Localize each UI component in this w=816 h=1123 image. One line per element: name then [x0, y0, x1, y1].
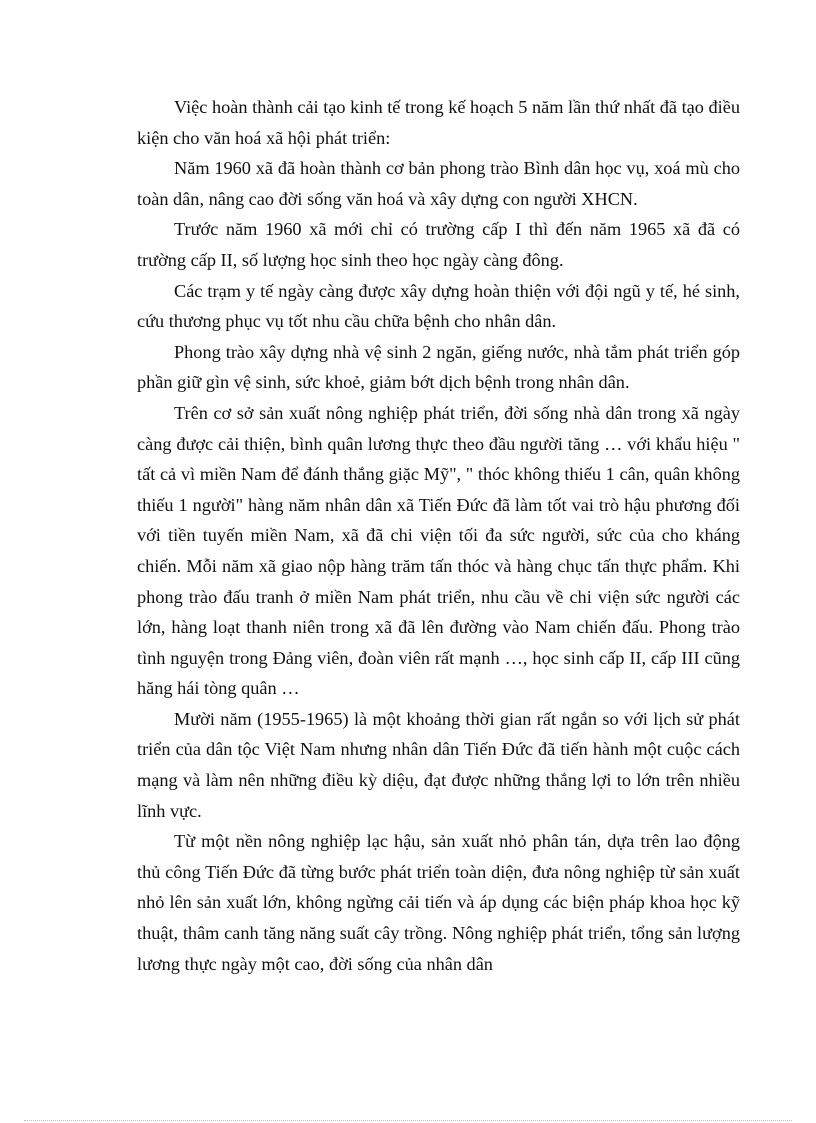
paragraph: Các trạm y tế ngày càng được xây dựng hoàn thiện với đội ngũ y tế, hé sinh, cứu thương phục vụ tốt nhu cầu chữa bệnh cho nhân dân.	[137, 280, 740, 332]
paragraph: Việc hoàn thành cải tạo kinh tế trong kế hoạch 5 năm lần thứ nhất đã tạo điều kiện cho văn hoá xã hội phát triển:	[137, 97, 740, 148]
page-bottom-divider	[24, 1120, 792, 1121]
paragraph: Trên cơ sở sản xuất nông nghiệp phát triển, đời sống nhà dân trong xã ngày càng được cải thiện, bình quân lương thực theo đầu người tăng … với khẩu hiệu " tất cả vì miền Nam để đánh thắng giặc Mỹ", " thóc không thiếu 1 cân, quân không thiếu 1 người" hàng năm nhân dân xã Tiến Đức đã làm tốt vai trò hậu phương đối với tiền tuyến miền Nam, xã đã chi viện tối đa sức người, sức của cho kháng chiến. Mỗi năm xã giao nộp hàng trăm tấn thóc và hàng chục tấn thực phẩm. Khi phong trào đấu tranh ở miền Nam phát triển, nhu cầu về chi viện sức người các lớn, hàng loạt thanh niên trong xã đã lên đường vào Nam chiến đấu. Phong trào tình nguyện trong Đảng viên, đoàn viên rất mạnh …, học sinh cấp II, cấp III cũng hăng hái tòng quân …	[137, 402, 740, 699]
paragraph: Năm 1960 xã đã hoàn thành cơ bản phong trào Bình dân học vụ, xoá mù cho toàn dân, nâng cao đời sống văn hoá và xây dựng con người XHCN.	[137, 158, 740, 209]
paragraph: Mười năm (1955-1965) là một khoảng thời gian rất ngắn so với lịch sử phát triển của dân tộc Việt Nam nhưng nhân dân Tiến Đức đã tiến hành một cuộc cách mạng và làm nên những điều kỳ diệu, đạt được những thắng lợi to lớn trên nhiều lĩnh vực.	[137, 708, 740, 821]
document-body	[137, 92, 740, 979]
paragraph: Trước năm 1960 xã mới chỉ có trường cấp I thì đến năm 1965 xã đã có trường cấp II, số lượng học sinh theo học ngày càng đông.	[137, 219, 740, 270]
paragraph: Phong trào xây dựng nhà vệ sinh 2 ngăn, giếng nước, nhà tắm phát triển góp phần giữ gìn vệ sinh, sức khoẻ, giảm bớt dịch bệnh trong nhân dân.	[137, 341, 740, 393]
paragraph: Từ một nền nông nghiệp lạc hậu, sản xuất nhỏ phân tán, dựa trên lao động thủ công Tiến Đức đã từng bước phát triển toàn diện, đưa nông nghiệp từ sản xuất nhỏ lên sản xuất lớn, không ngừng cải tiến và áp dụng các biện pháp khoa học kỹ thuật, thâm canh tăng năng suất cây trồng. Nông nghiệp phát triển, tổng sản lượng lương thực ngày một cao, đời sống của nhân dân	[137, 831, 740, 974]
